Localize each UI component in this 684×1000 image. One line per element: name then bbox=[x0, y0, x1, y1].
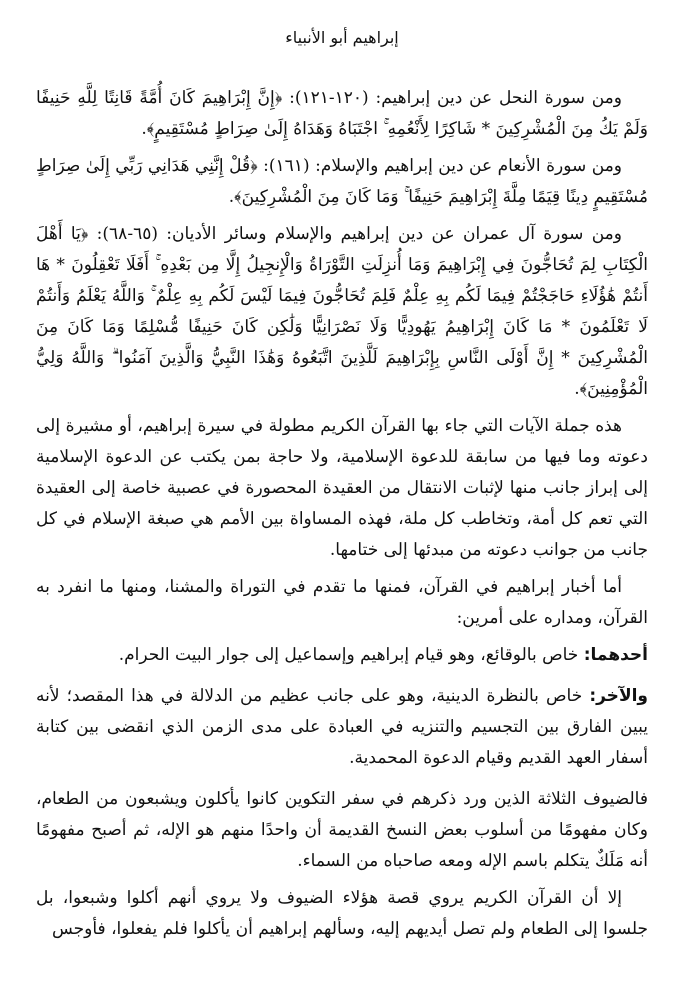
paragraph-anam-intro: ومن سورة الأنعام عن دين إبراهيم والإسلام: (١٦١): bbox=[257, 156, 623, 176]
list-item-first-text: خاص بالوقائع، وهو قيام إبراهيم وإسماعيل إلى جوار البيت الحرام. bbox=[118, 645, 584, 665]
list-item-first bbox=[36, 640, 648, 671]
paragraph-summary: هذه جملة الآيات التي جاء بها القرآن الكريم مطولة في سيرة إبراهيم، أو مشيرة إلى دعوته وما فيها من سابقة للدعوة الإسلامية، ولا حاجة بمن يكتب عن الدعوة الإسلامية إلى إبراز جانب منها لإثبات الانتقال من العقيدة المحصورة في عصبية خاصة إلى العقيدة التي تعم كل أمة، وتخاطب كل ملة، فهذه المساواة بين الأمم هي صبغة الإسلام في كل جانب من جوانب دعوته من مبدئها إلى ختامها. bbox=[36, 416, 648, 560]
paragraph-quran-guests: إلا أن القرآن الكريم يروي قصة هؤلاء الضيوف ولا يروي أنهم أكلوا وشبعوا، بل جلسوا إلى الطعام ولم تصل أيديهم إليه، وسألهم إبراهيم أن يأكلوا فلم يفعلوا، فأوجس bbox=[36, 888, 648, 939]
quran-verse-al-imran: ﴿يَا أَهْلَ الْكِتَابِ لِمَ تُحَاجُّونَ فِي إِبْرَاهِيمَ وَمَا أُنزِلَتِ التَّوْرَاةُ وَالْإِنجِيلُ إِلَّا مِن بَعْدِهِ ۚ أَفَلَا تَعْقِلُونَ * هَا أَنتُمْ هَٰؤُلَاءِ حَاجَجْتُمْ فِيمَا لَكُم بِهِ عِلْمٌ فَلِمَ تُحَاجُّونَ فِيمَا لَيْسَ لَكُم بِهِ عِلْمٌ ۚ وَاللَّهُ يَعْلَمُ وَأَنتُمْ لَا تَعْلَمُونَ * مَا كَانَ إِبْرَاهِيمُ يَهُودِيًّا وَلَا نَصْرَانِيًّا وَلَٰكِن كَانَ حَنِيفًا مُّسْلِمًا وَمَا كَانَ مِنَ الْمُشْرِكِينَ * إِنَّ أَوْلَى النَّاسِ بِإِبْرَاهِيمَ لَلَّذِينَ اتَّبَعُوهُ وَهَٰذَا النَّبِيُّ وَالَّذِينَ آمَنُوا ۗ وَاللَّهُ وَلِيُّ الْمُؤْمِنِينَ﴾. bbox=[36, 224, 648, 399]
paragraph-al-imran bbox=[36, 219, 648, 405]
list-item-second bbox=[36, 681, 648, 774]
quran-verse-anam: ﴿قُلْ إِنَّنِي هَدَانِي رَبِّي إِلَىٰ صِرَاطٍ مُسْتَقِيمٍ دِينًا قِيَمًا مِلَّةَ إِبْرَاهِيمَ حَنِيفًا ۚ وَمَا كَانَ مِنَ الْمُشْرِكِينَ﴾. bbox=[36, 156, 648, 207]
paragraph-anam bbox=[36, 151, 648, 213]
paragraph-nahl-intro: ومن سورة النحل عن دين إبراهيم: (١٢٠-١٢١): bbox=[282, 88, 622, 108]
paragraph-nahl bbox=[36, 83, 648, 145]
list-item-first-label: أحدهما: bbox=[583, 645, 648, 665]
list-item-second-text: خاص بالنظرة الدينية، وهو على جانب عظيم من الدلالة في هذا المقصد؛ لأنه يبين الفارق بين التجسيم والتنزيه في العبادة على مدى الزمن الذي انقضى بين كتابة أسفار العهد القديم وقيام الدعوة المحمدية. bbox=[36, 686, 648, 768]
quran-verse-nahl: ﴿إِنَّ إِبْرَاهِيمَ كَانَ أُمَّةً قَانِتًا لِلَّهِ حَنِيفًا وَلَمْ يَكُ مِنَ الْمُشْرِكِينَ * شَاكِرًا لِأَنْعُمِهِ ۚ اجْتَبَاهُ وَهَدَاهُ إِلَىٰ صِرَاطٍ مُسْتَقِيمٍ﴾. bbox=[36, 88, 648, 139]
paragraph-three-guests: فالضيوف الثلاثة الذين ورد ذكرهم في سفر التكوين كانوا يأكلون ويشبعون من الطعام، وكان مفهومًا من أسلوب بعض النسخ القديمة أن واحدًا منهم هو الإله، ثم أصبح مفهومًا أنه مَلَكٌ يتكلم باسم الإله ومعه صاحباه من السماء. bbox=[36, 789, 648, 871]
paragraph-al-imran-intro: ومن سورة آل عمران عن دين إبراهيم والإسلام وسائر الأديان: (٦٥-٦٨): bbox=[88, 224, 622, 244]
paragraph-abraham-news: أما أخبار إبراهيم في القرآن، فمنها ما تقدم في التوراة والمشنا، ومنها ما انفرد به القرآن، ومداره على أمرين: bbox=[36, 577, 648, 628]
list-item-second-label: والآخر: bbox=[589, 686, 648, 706]
running-header: إبراهيم أبو الأنبياء bbox=[285, 28, 399, 47]
